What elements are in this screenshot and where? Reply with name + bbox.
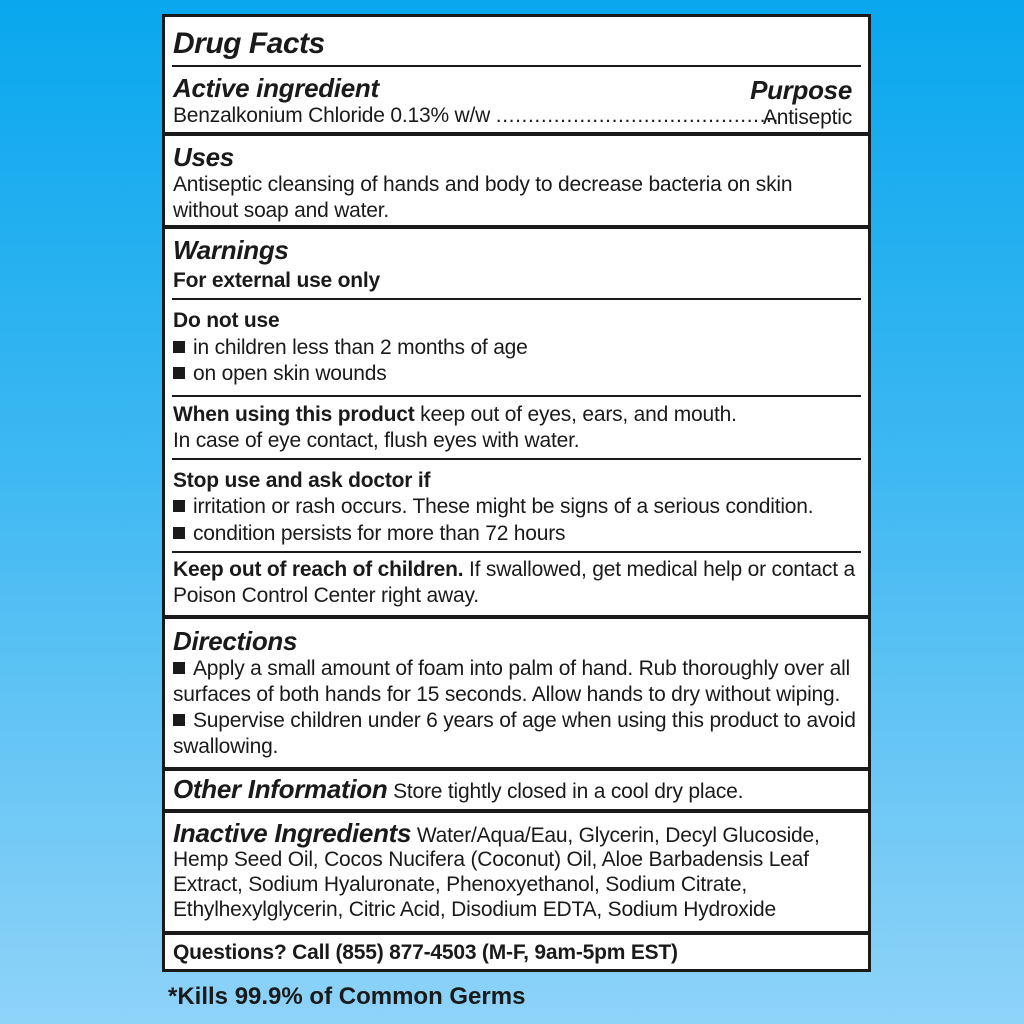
inactive-ingredients-line: Extract, Sodium Hyaluronate, Phenoxyethanol, Sodium Citrate, — [173, 873, 747, 896]
purpose-value: Antiseptic — [762, 106, 852, 129]
active-ingredient-heading: Active ingredient — [173, 73, 379, 103]
inactive-ingredients-line: Hemp Seed Oil, Cocos Nucifera (Coconut) Oil, Aloe Barbadensis Leaf — [173, 848, 809, 871]
do-not-use-item: in children less than 2 months of age — [173, 337, 528, 358]
uses-heading: Uses — [173, 142, 234, 172]
directions-heading: Directions — [173, 626, 298, 656]
purpose-heading: Purpose — [750, 75, 852, 105]
when-using-line: When using this product keep out of eyes, ears, and mouth. — [173, 403, 737, 426]
directions-line: surfaces of both hands for 15 seconds. Allow hands to dry without wiping. — [173, 683, 841, 706]
warnings-divider — [172, 395, 861, 397]
when-using-line-2: In case of eye contact, flush eyes with water. — [173, 429, 580, 452]
keep-out-line-2: Poison Control Center right away. — [173, 584, 479, 607]
kills-germs-footnote: *Kills 99.9% of Common Germs — [168, 983, 526, 1010]
warnings-divider — [172, 298, 861, 300]
inactive-ingredients-heading: Inactive Ingredients — [173, 818, 412, 848]
keep-out-bold: Keep out of reach of children. — [173, 558, 464, 581]
do-not-use-item: on open skin wounds — [173, 363, 387, 384]
title-divider — [172, 65, 861, 67]
keep-out-line: Keep out of reach of children. If swallowed, get medical help or contact a — [173, 558, 855, 581]
stop-use-heading: Stop use and ask doctor if — [173, 469, 431, 492]
uses-line-2: without soap and water. — [173, 199, 390, 222]
section-rule — [165, 132, 868, 136]
bullet-square — [173, 341, 185, 353]
other-information-line: Other Information Store tightly closed in a cool dry place. — [173, 774, 744, 804]
inactive-ingredients-line: Ethylhexylglycerin, Citric Acid, Disodium EDTA, Sodium Hydroxide — [173, 898, 777, 921]
bullet-square — [173, 662, 185, 674]
directions-line: swallowing. — [173, 735, 279, 758]
warnings-divider — [172, 551, 861, 553]
directions-line: Apply a small amount of foam into palm of hand. Rub thoroughly over all — [173, 658, 850, 679]
directions-line: Supervise children under 6 years of age when using this product to avoid — [173, 710, 856, 731]
inactive-ingredients-line: Inactive Ingredients Water/Aqua/Eau, Glycerin, Decyl Glucoside, — [173, 818, 820, 848]
external-use-text: For external use only — [173, 269, 381, 292]
when-using-bold: When using this product — [173, 403, 415, 426]
bullet-square — [173, 367, 185, 379]
stop-use-item: irritation or rash occurs. These might be signs of a serious condition. — [173, 496, 813, 517]
do-not-use-heading: Do not use — [173, 309, 280, 332]
warnings-heading: Warnings — [173, 235, 289, 265]
other-information-heading: Other Information — [173, 774, 388, 804]
bullet-square — [173, 500, 185, 512]
section-rule — [165, 615, 868, 619]
bullet-square — [173, 714, 185, 726]
active-ingredient-name: Benzalkonium Chloride 0.13% w/w — [173, 104, 491, 127]
drug-facts-title: Drug Facts — [173, 27, 325, 60]
stop-use-item: condition persists for more than 72 hours — [173, 523, 565, 544]
section-rule — [165, 931, 868, 935]
section-rule — [165, 767, 868, 771]
leader-dots: ............................................ — [495, 104, 779, 127]
uses-line-1: Antiseptic cleansing of hands and body to decrease bacteria on skin — [173, 173, 793, 196]
bullet-square — [173, 527, 185, 539]
active-ingredient-line — [173, 105, 779, 126]
section-rule — [165, 225, 868, 229]
drug-facts-panel — [162, 14, 871, 972]
warnings-divider — [172, 458, 861, 460]
section-rule — [165, 809, 868, 813]
questions-line: Questions? Call (855) 877-4503 (M-F, 9am-5pm EST) — [173, 941, 678, 964]
